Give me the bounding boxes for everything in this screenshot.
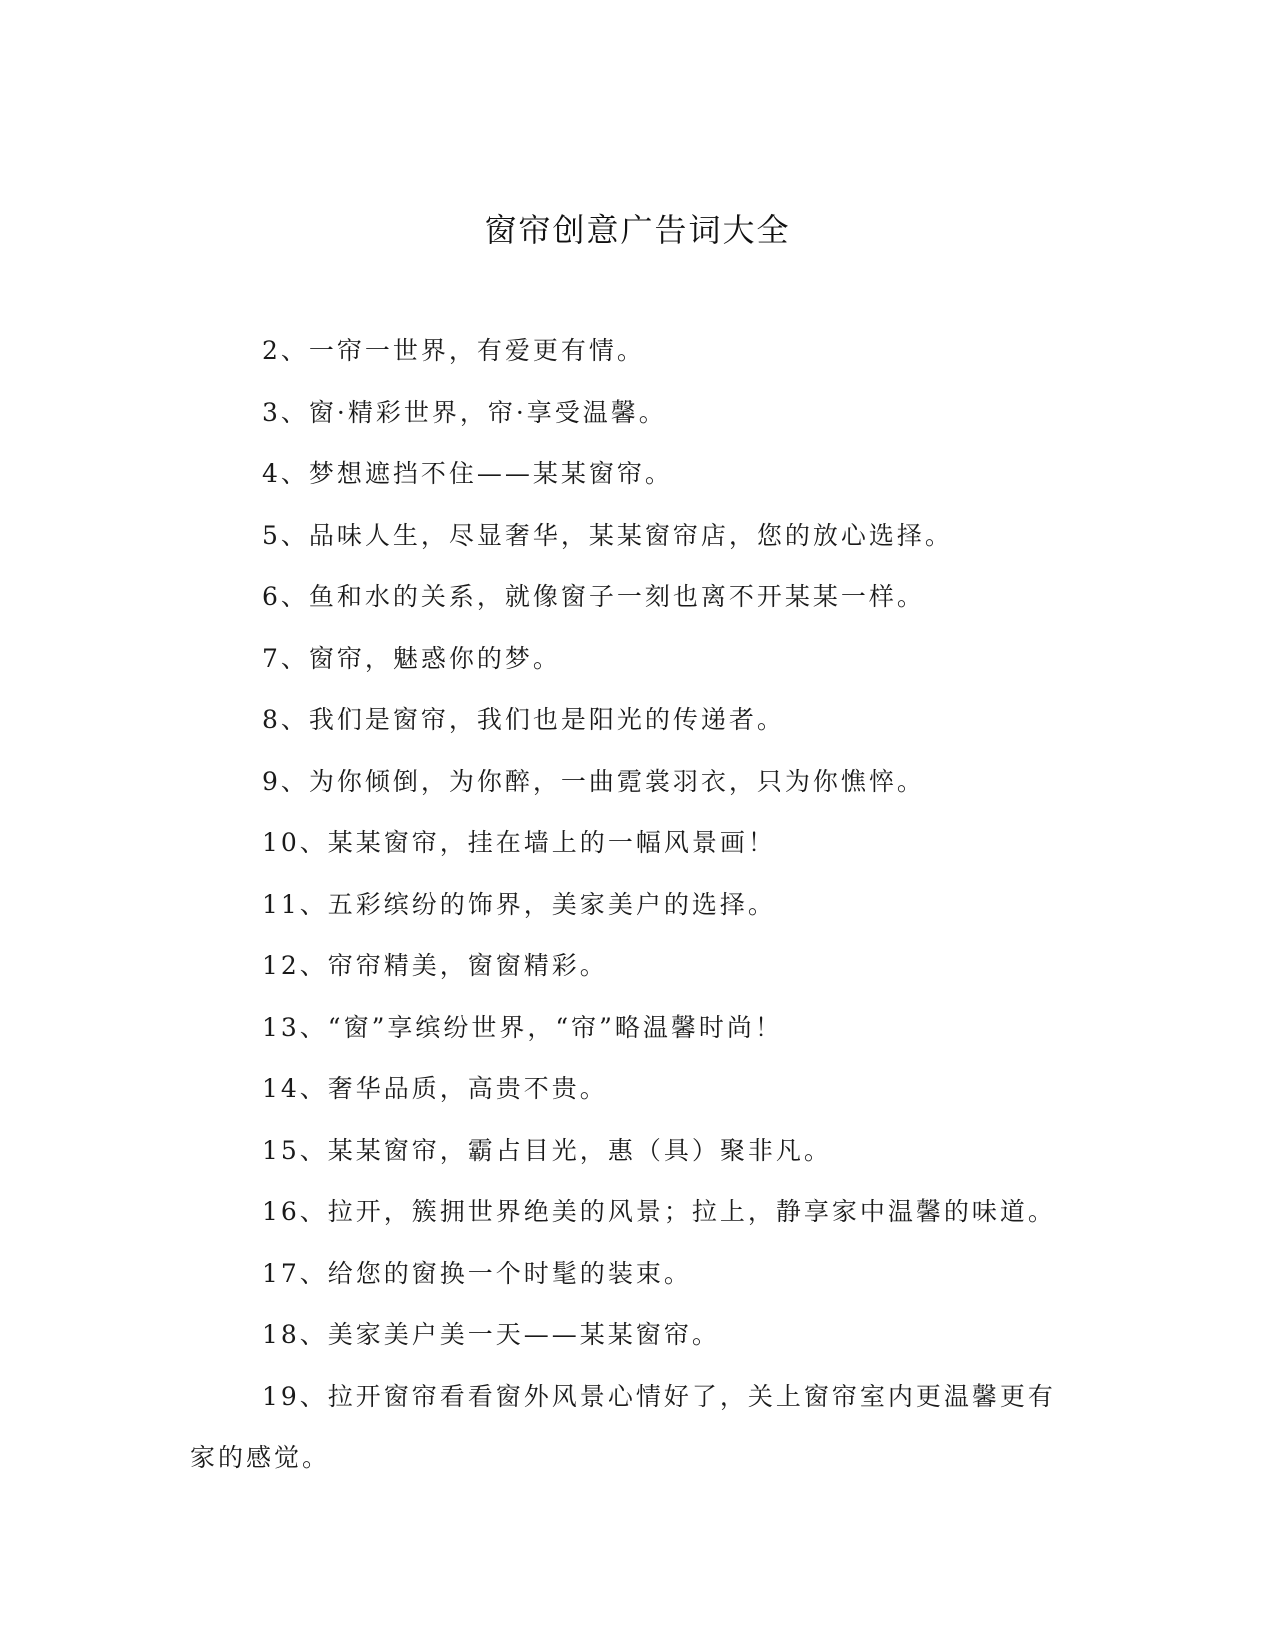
slogan-item: 5、品味人生，尽显奢华，某某窗帘店，您的放心选择。 (262, 520, 953, 550)
slogan-item: 2、一帘一世界，有爱更有情。 (262, 336, 645, 365)
slogan-item: 6、鱼和水的关系，就像窗子一刻也离不开某某一样。 (262, 582, 925, 611)
slogan-item: 16、拉开，簇拥世界绝美的风景；拉上，静享家中温馨的味道。 (262, 1197, 1056, 1226)
slogan-item: 11、五彩缤纷的饰界，美家美户的选择。 (262, 889, 776, 919)
slogan-item: 14、奢华品质，高贵不贵。 (262, 1074, 608, 1103)
slogan-item: 3、窗·精彩世界，帘·享受温馨。 (262, 397, 667, 427)
slogan-item: 9、为你倾倒，为你醉，一曲霓裳羽衣，只为你憔悴。 (262, 766, 925, 796)
slogan-item: 7、窗帘，魅惑你的梦。 (262, 643, 561, 673)
slogan-item: 4、梦想遮挡不住——某某窗帘。 (262, 459, 673, 488)
slogan-item: 13、“窗”享缤纷世界，“帘”略温馨时尚！ (262, 1012, 783, 1042)
slogan-item: 19、拉开窗帘看看窗外风景心情好了，关上窗帘室内更温馨更有家的感觉。 (190, 1381, 1056, 1472)
slogan-item: 18、美家美户美一天——某某窗帘。 (262, 1320, 720, 1349)
slogan-list (190, 320, 1070, 1489)
document-title: 窗帘创意广告词大全 (484, 211, 791, 249)
slogan-item: 8、我们是窗帘，我们也是阳光的传递者。 (262, 705, 785, 734)
slogan-item: 15、某某窗帘，霸占目光，惠（具）聚非凡。 (262, 1135, 832, 1165)
slogan-item: 10、某某窗帘，挂在墙上的一幅风景画！ (262, 828, 776, 857)
slogan-item: 17、给您的窗换一个时髦的装束。 (262, 1258, 692, 1288)
slogan-item: 12、帘帘精美，窗窗精彩。 (262, 951, 608, 980)
